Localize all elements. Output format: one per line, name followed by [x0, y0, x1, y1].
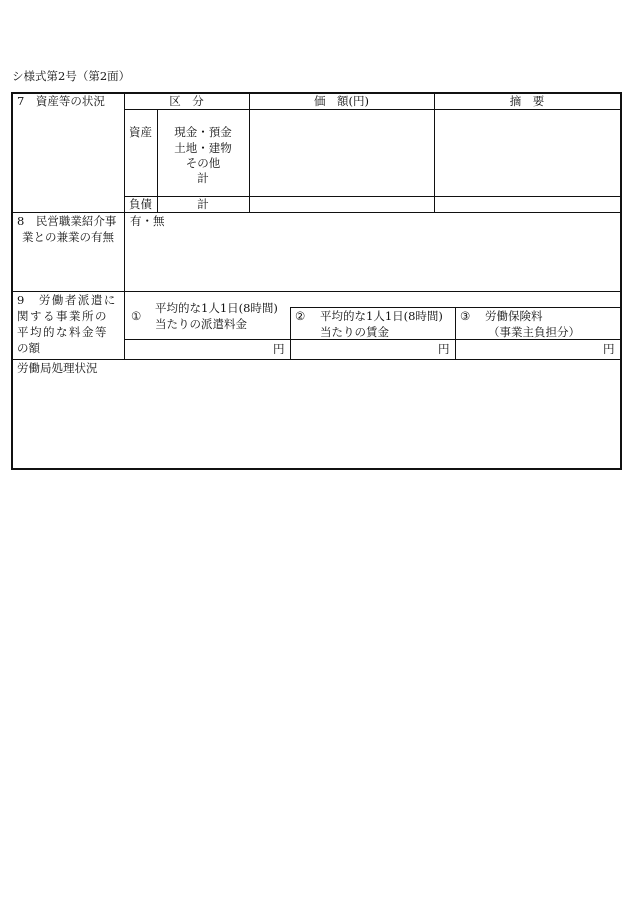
- item1-num: ①: [131, 309, 142, 323]
- unit-yen: 円: [438, 342, 450, 356]
- section9-label: 関する事業所の: [17, 309, 108, 323]
- asset-item: 土地・建物: [174, 141, 232, 155]
- labor-bureau-label: 労働局処理状況: [17, 361, 98, 375]
- header-amount: 価 額(円): [314, 94, 369, 108]
- section9-label: 9 労働者派遣に: [17, 293, 117, 307]
- item3-line2: （事業主負担分）: [488, 325, 580, 339]
- item1-line2: 当たりの派遣料金: [155, 317, 247, 331]
- assets-label: 資産: [129, 125, 152, 139]
- form-table: [11, 92, 622, 470]
- asset-item: 現金・預金: [174, 125, 232, 139]
- section8-label: 8 民営職業紹介事: [17, 214, 117, 228]
- item3-num: ③: [460, 309, 471, 323]
- asset-item: 計: [197, 171, 209, 185]
- section9-label: 平均的な料金等: [17, 325, 108, 339]
- liabilities-label: 負債: [129, 197, 152, 211]
- asset-item: その他: [185, 156, 221, 170]
- section8-value[interactable]: 有・無: [130, 214, 165, 228]
- form-id: シ様式第2号（第2面）: [12, 69, 131, 83]
- liabilities-total: 計: [197, 197, 209, 211]
- unit-yen: 円: [603, 342, 615, 356]
- section9-label: の額: [17, 341, 40, 355]
- unit-yen: 円: [273, 342, 285, 356]
- section7-label: 7 資産等の状況: [17, 94, 105, 108]
- header-summary: 摘 要: [509, 94, 545, 108]
- header-kubun: 区 分: [169, 94, 204, 108]
- item2-num: ②: [295, 309, 306, 323]
- item3-line1: 労働保険料: [485, 309, 543, 323]
- section8-label: 業との兼業の有無: [22, 230, 114, 244]
- item2-line1: 平均的な1人1日(8時間): [320, 309, 443, 323]
- item2-line2: 当たりの賃金: [320, 325, 389, 339]
- item1-line1: 平均的な1人1日(8時間): [155, 301, 278, 315]
